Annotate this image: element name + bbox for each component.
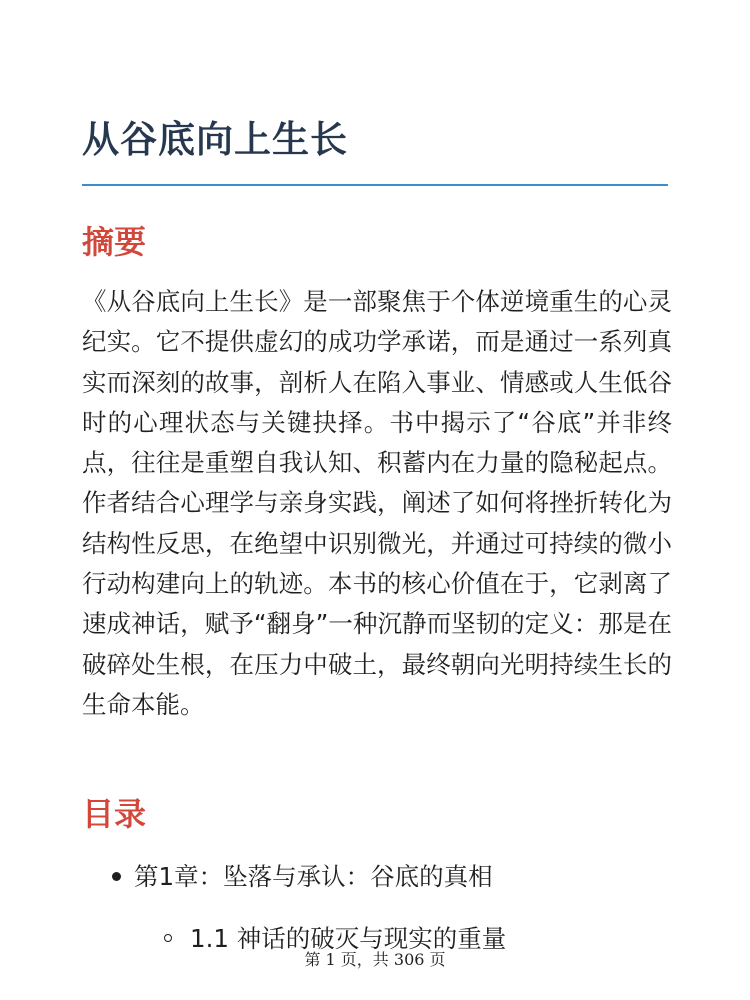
toc-list bbox=[0, 852, 750, 960]
document-title: 从谷底向上生长 bbox=[82, 118, 348, 161]
toc-chapter-item[interactable] bbox=[0, 852, 750, 900]
toc-heading: 目录 bbox=[82, 795, 147, 833]
abstract-heading: 摘要 bbox=[82, 223, 147, 261]
hollow-bullet-icon bbox=[164, 934, 172, 942]
toc-section-label[interactable]: 1.1 神话的破灭与现实的重量 bbox=[190, 924, 507, 953]
toc-chapter-label[interactable]: 第1章：坠落与承认：谷底的真相 bbox=[134, 862, 493, 891]
abstract-body: 《从谷底向上生长》是一部聚焦于个体逆境重生的心灵纪实。它不提供虚幻的成功学承诺，而是通过一系列真实而深刻的故事，剖析人在陷入事业、情感或人生低谷时的心理状态与关键抉择。书中揭示了“谷底”并非终点，往往是重塑自我认知、积蓄内在力量的隐秘起点。作者结合心理学与亲身实践，阐述了如何将挫折转化为结构性反思，在绝望中识别微光，并通过可持续的微小行动构建向上的轨迹。本书的核心价值在于，它剥离了速成神话，赋予“翻身”一种沉静而坚韧的定义：那是在破碎处生根，在压力中破土，最终朝向光明持续生长的生命本能。 bbox=[82, 287, 672, 719]
title-divider bbox=[82, 184, 668, 186]
filled-bullet-icon bbox=[112, 872, 121, 881]
page-number-footer: 第 1 页，共 306 页 bbox=[304, 950, 446, 969]
